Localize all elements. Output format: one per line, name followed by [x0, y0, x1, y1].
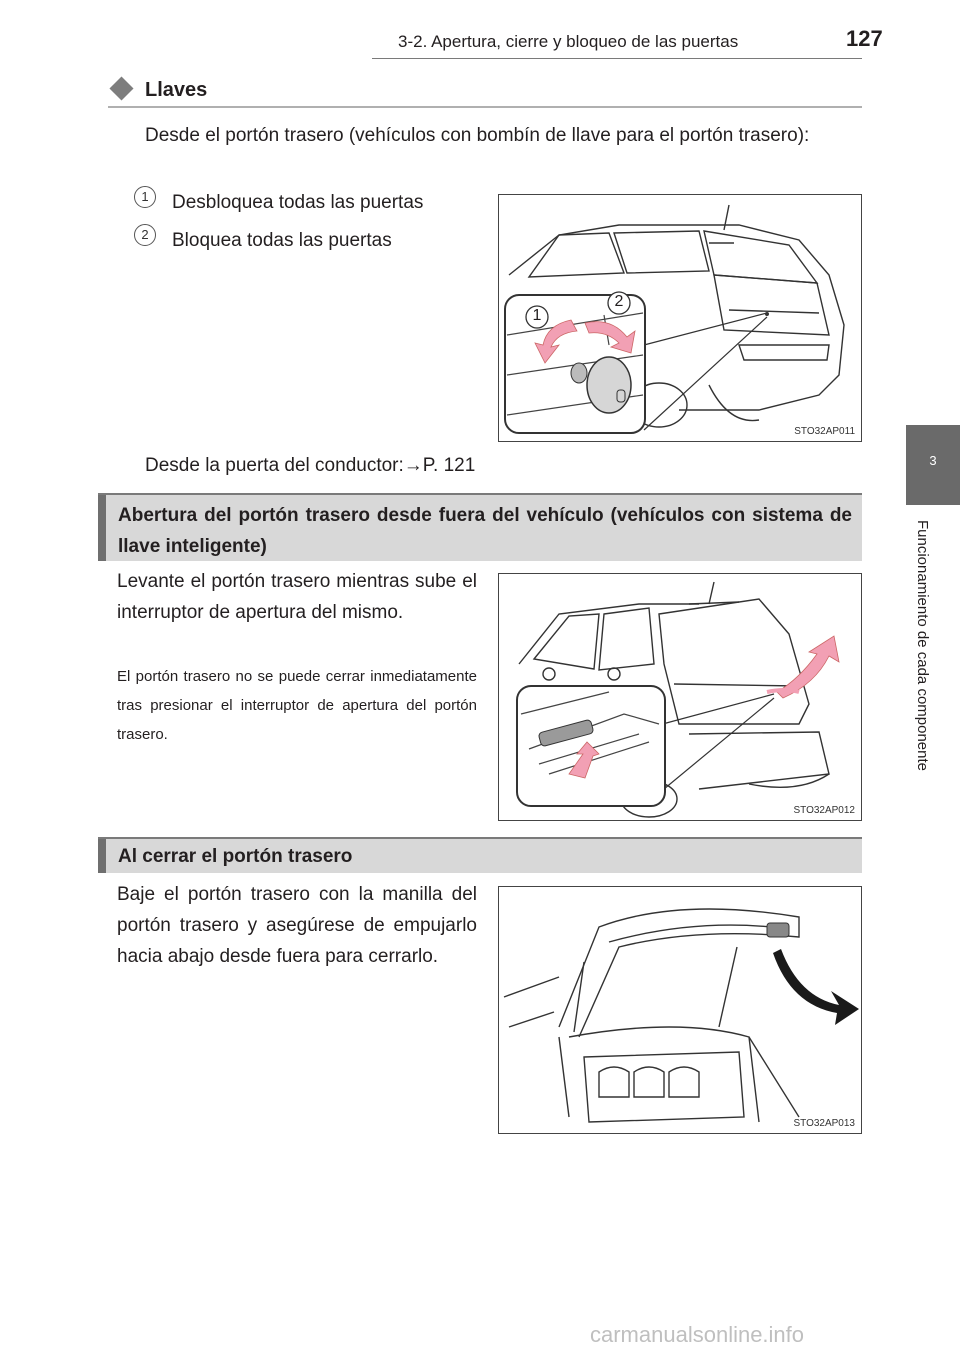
watermark: carmanualsonline.info — [590, 1322, 805, 1347]
chapter-title: Funcionamiento de cada componente — [914, 520, 931, 772]
section-banner-closing — [98, 839, 862, 873]
figure-code: STO32AP012 — [793, 805, 855, 816]
figure-code: STO32AP013 — [793, 1118, 855, 1129]
driver-door-reference — [145, 450, 475, 481]
step-text-2: Bloquea todas las puertas — [172, 230, 392, 251]
page-number: 127 — [846, 26, 883, 51]
section-banner-opening — [98, 495, 862, 561]
figure-code: STO32AP011 — [794, 426, 855, 437]
opening-body: Levante el portón trasero mientras sube el interruptor de apertura del mismo. — [117, 571, 477, 623]
llaves-intro: Desde el portón trasero (vehículos con bombín de llave para el portón trasero): — [145, 125, 810, 146]
figure-tailgate-key-cylinder — [498, 194, 862, 442]
arrow-right-icon: → — [403, 455, 423, 476]
section-heading-llaves: Llaves — [145, 79, 208, 101]
step-number-1: 1 — [134, 186, 156, 208]
diamond-bullet-icon — [109, 76, 133, 100]
chapter-tab — [906, 425, 960, 505]
step-text-1: Desbloquea todas las puertas — [172, 192, 424, 213]
figure-closing-tailgate — [498, 886, 862, 1134]
section-divider — [108, 106, 862, 108]
header-divider — [372, 58, 862, 59]
running-header-title: 3-2. Apertura, cierre y bloqueo de las puertas — [398, 32, 739, 51]
page-reference: P. 121 — [422, 455, 476, 476]
callout-1: 1 — [532, 307, 542, 324]
banner-title-opening: Abertura del portón trasero desde fuera del vehículo (vehículos con sistema de llave inteligente) — [118, 505, 852, 557]
step-number-2: 2 — [134, 224, 156, 246]
tailgate-open-illustration — [499, 574, 861, 820]
figure-tailgate-opener-switch — [498, 573, 862, 821]
chapter-number: 3 — [929, 453, 937, 468]
driver-door-text: Desde la puerta del conductor: — [145, 455, 404, 476]
car-rear-key-illustration — [499, 195, 861, 441]
callout-2: 2 — [614, 293, 624, 310]
banner-title-closing: Al cerrar el portón trasero — [118, 846, 353, 867]
closing-body: Baje el portón trasero con la manilla del portón trasero y asegúrese de empujarlo hacia abajo desde fuera para cerrarlo. — [117, 884, 477, 967]
tailgate-close-illustration — [499, 887, 861, 1133]
opening-note: El portón trasero no se puede cerrar inmediatamente tras presionar el interruptor de apertura del portón trasero. — [117, 668, 477, 743]
